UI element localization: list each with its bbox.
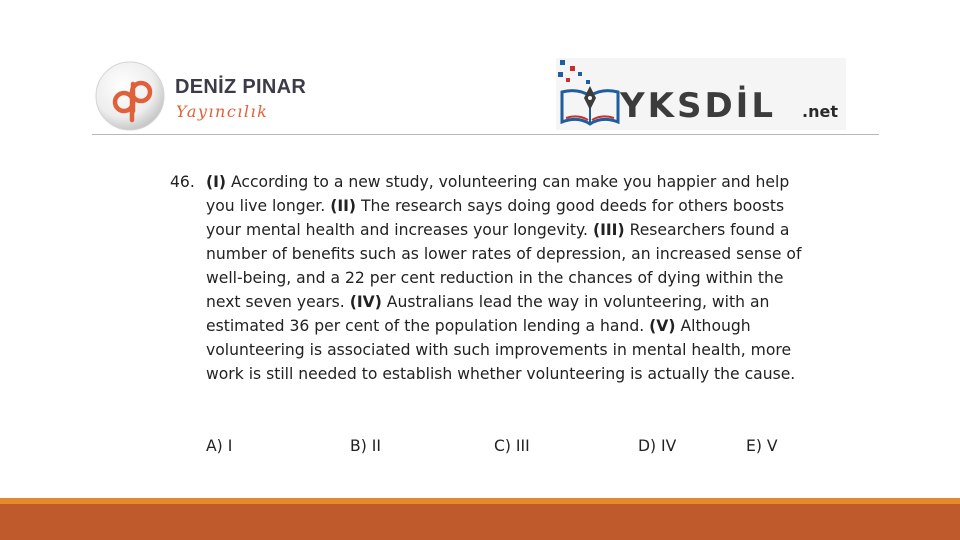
question-block: [170, 170, 820, 386]
roman-marker: (II): [330, 197, 357, 215]
sentence-text: Although volunteering is associated with such improvements in mental health, more work is still needed to establish whether volunteering is actually the cause.: [206, 317, 796, 383]
sentence-text: Researchers found a number of benefits such as lower rates of depression, an increased sense of well-being, and a 22 per cent reduction in the chances of dying within the next seven years.: [206, 221, 802, 311]
roman-marker: (I): [206, 173, 227, 191]
footer-band: [0, 504, 960, 540]
sentence-text: The research says doing good deeds for others boosts your mental health and increases your longevity.: [206, 197, 785, 239]
roman-marker: (IV): [349, 293, 382, 311]
option-e[interactable]: E) V: [746, 437, 778, 455]
yksdil-domain: .net: [802, 102, 838, 121]
sentence-text: According to a new study, volunteering can make you happier and help you live longer.: [206, 173, 790, 215]
deniz-pinar-logo: [94, 58, 334, 138]
question-number: 46.: [170, 173, 195, 191]
brand-name: DENİZ PINAR: [175, 76, 307, 98]
roman-marker: (III): [592, 221, 625, 239]
header-divider: [92, 134, 879, 135]
yksdil-logo: [556, 58, 846, 130]
option-b[interactable]: B) II: [350, 437, 381, 455]
option-c[interactable]: C) III: [494, 437, 530, 455]
deniz-pinar-emblem-icon: [94, 58, 170, 134]
option-a[interactable]: A) I: [206, 437, 233, 455]
brand-tagline: Yayıncılık: [176, 102, 269, 121]
roman-marker: (V): [649, 317, 676, 335]
sentence-text: Australians lead the way in volunteering, with an estimated 36 per cent of the population lending a hand.: [206, 293, 770, 335]
option-d[interactable]: D) IV: [638, 437, 677, 455]
question-text: [206, 170, 820, 386]
yksdil-wordmark: YKSDİL: [620, 86, 776, 126]
